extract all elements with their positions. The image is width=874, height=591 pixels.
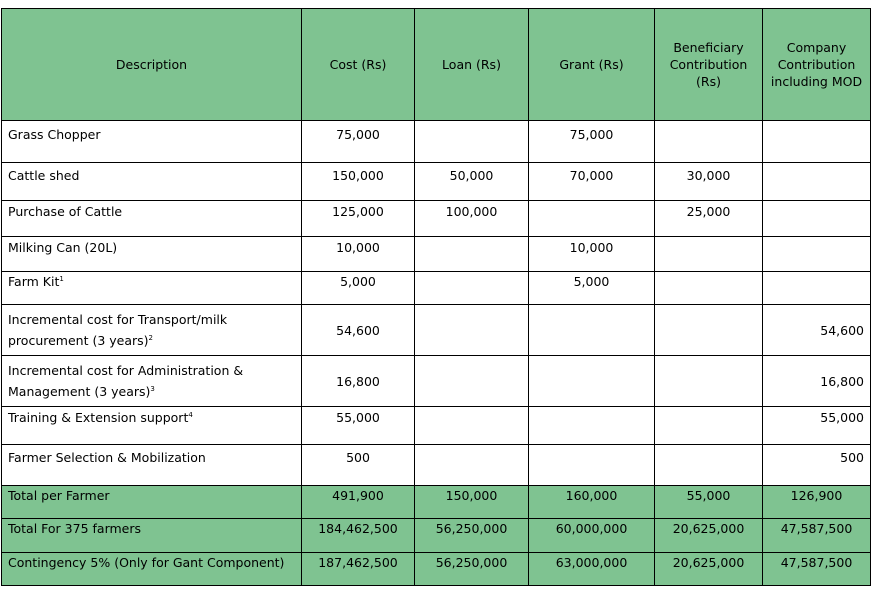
row-grant xyxy=(529,201,655,237)
total-loan: 150,000 xyxy=(415,486,529,519)
total-row xyxy=(2,519,871,553)
row-description-text: Grass Chopper xyxy=(8,127,101,142)
total-beneficiary: 55,000 xyxy=(655,486,763,519)
row-description-text: Cattle shed xyxy=(8,168,80,183)
row-description xyxy=(2,121,302,163)
total-description: Contingency 5% (Only for Gant Component) xyxy=(2,553,302,586)
footnote-marker: 4 xyxy=(188,411,193,419)
row-description xyxy=(2,201,302,237)
table-row xyxy=(2,201,871,237)
table-row xyxy=(2,121,871,163)
row-grant: 10,000 xyxy=(529,237,655,272)
row-beneficiary xyxy=(655,445,763,486)
row-grant: 70,000 xyxy=(529,163,655,201)
total-grant: 160,000 xyxy=(529,486,655,519)
row-beneficiary xyxy=(655,237,763,272)
row-beneficiary xyxy=(655,121,763,163)
row-description xyxy=(2,237,302,272)
row-beneficiary xyxy=(655,272,763,305)
total-row xyxy=(2,553,871,586)
row-cost: 75,000 xyxy=(302,121,415,163)
total-cost: 184,462,500 xyxy=(302,519,415,553)
row-description-text: Incremental cost for Transport/milk procurement (3 years) xyxy=(8,311,228,348)
row-company: 54,600 xyxy=(763,305,871,356)
total-row xyxy=(2,486,871,519)
row-beneficiary xyxy=(655,305,763,356)
header-company: Company Contribution including MOD xyxy=(763,9,871,121)
row-description-text: Purchase of Cattle xyxy=(8,204,123,219)
footnote-marker: 2 xyxy=(148,333,154,342)
table-row xyxy=(2,272,871,305)
row-description xyxy=(2,163,302,201)
total-cost: 491,900 xyxy=(302,486,415,519)
row-description xyxy=(2,356,302,407)
total-grant: 63,000,000 xyxy=(529,553,655,586)
row-loan xyxy=(415,272,529,305)
row-cost: 500 xyxy=(302,445,415,486)
header-beneficiary: Beneficiary Contribution (Rs) xyxy=(655,9,763,121)
row-grant xyxy=(529,305,655,356)
header-row xyxy=(2,9,871,121)
header-description: Description xyxy=(2,9,302,121)
row-cost: 54,600 xyxy=(302,305,415,356)
header-cost: Cost (Rs) xyxy=(302,9,415,121)
row-loan: 50,000 xyxy=(415,163,529,201)
row-company xyxy=(763,121,871,163)
row-grant xyxy=(529,445,655,486)
row-description-text: Incremental cost for Administration & Management (3 years) xyxy=(8,362,244,399)
row-cost: 10,000 xyxy=(302,237,415,272)
row-description-text: Farm Kit xyxy=(8,274,60,289)
table-row xyxy=(2,407,871,445)
row-company xyxy=(763,201,871,237)
row-loan xyxy=(415,356,529,407)
footnote-marker: 1 xyxy=(59,275,64,283)
total-company: 47,587,500 xyxy=(763,553,871,586)
row-beneficiary xyxy=(655,356,763,407)
total-beneficiary: 20,625,000 xyxy=(655,519,763,553)
row-loan xyxy=(415,121,529,163)
row-cost: 150,000 xyxy=(302,163,415,201)
row-loan: 100,000 xyxy=(415,201,529,237)
row-cost: 55,000 xyxy=(302,407,415,445)
header-loan: Loan (Rs) xyxy=(415,9,529,121)
total-loan: 56,250,000 xyxy=(415,519,529,553)
total-beneficiary: 20,625,000 xyxy=(655,553,763,586)
cost-breakdown-table xyxy=(1,8,871,586)
row-description-text: Farmer Selection & Mobilization xyxy=(8,450,206,465)
row-cost: 5,000 xyxy=(302,272,415,305)
total-grant: 60,000,000 xyxy=(529,519,655,553)
row-description xyxy=(2,305,302,356)
row-company xyxy=(763,163,871,201)
table-row xyxy=(2,356,871,407)
table-row xyxy=(2,445,871,486)
row-description xyxy=(2,407,302,445)
total-loan: 56,250,000 xyxy=(415,553,529,586)
total-description: Total per Farmer xyxy=(2,486,302,519)
row-loan xyxy=(415,305,529,356)
row-description xyxy=(2,445,302,486)
row-company: 16,800 xyxy=(763,356,871,407)
table-row xyxy=(2,237,871,272)
table-row xyxy=(2,305,871,356)
row-grant xyxy=(529,407,655,445)
row-beneficiary xyxy=(655,407,763,445)
row-company: 55,000 xyxy=(763,407,871,445)
row-company: 500 xyxy=(763,445,871,486)
row-company xyxy=(763,272,871,305)
total-cost: 187,462,500 xyxy=(302,553,415,586)
row-cost: 125,000 xyxy=(302,201,415,237)
row-description-text: Training & Extension support xyxy=(8,410,189,425)
header-grant: Grant (Rs) xyxy=(529,9,655,121)
row-beneficiary: 30,000 xyxy=(655,163,763,201)
row-beneficiary: 25,000 xyxy=(655,201,763,237)
total-company: 47,587,500 xyxy=(763,519,871,553)
total-company: 126,900 xyxy=(763,486,871,519)
row-cost: 16,800 xyxy=(302,356,415,407)
row-loan xyxy=(415,237,529,272)
row-loan xyxy=(415,445,529,486)
row-grant xyxy=(529,356,655,407)
row-description-text: Milking Can (20L) xyxy=(8,240,118,255)
footnote-marker: 3 xyxy=(150,384,155,393)
table-row xyxy=(2,163,871,201)
row-company xyxy=(763,237,871,272)
row-description xyxy=(2,272,302,305)
total-description: Total For 375 farmers xyxy=(2,519,302,553)
row-grant: 75,000 xyxy=(529,121,655,163)
row-grant: 5,000 xyxy=(529,272,655,305)
row-loan xyxy=(415,407,529,445)
